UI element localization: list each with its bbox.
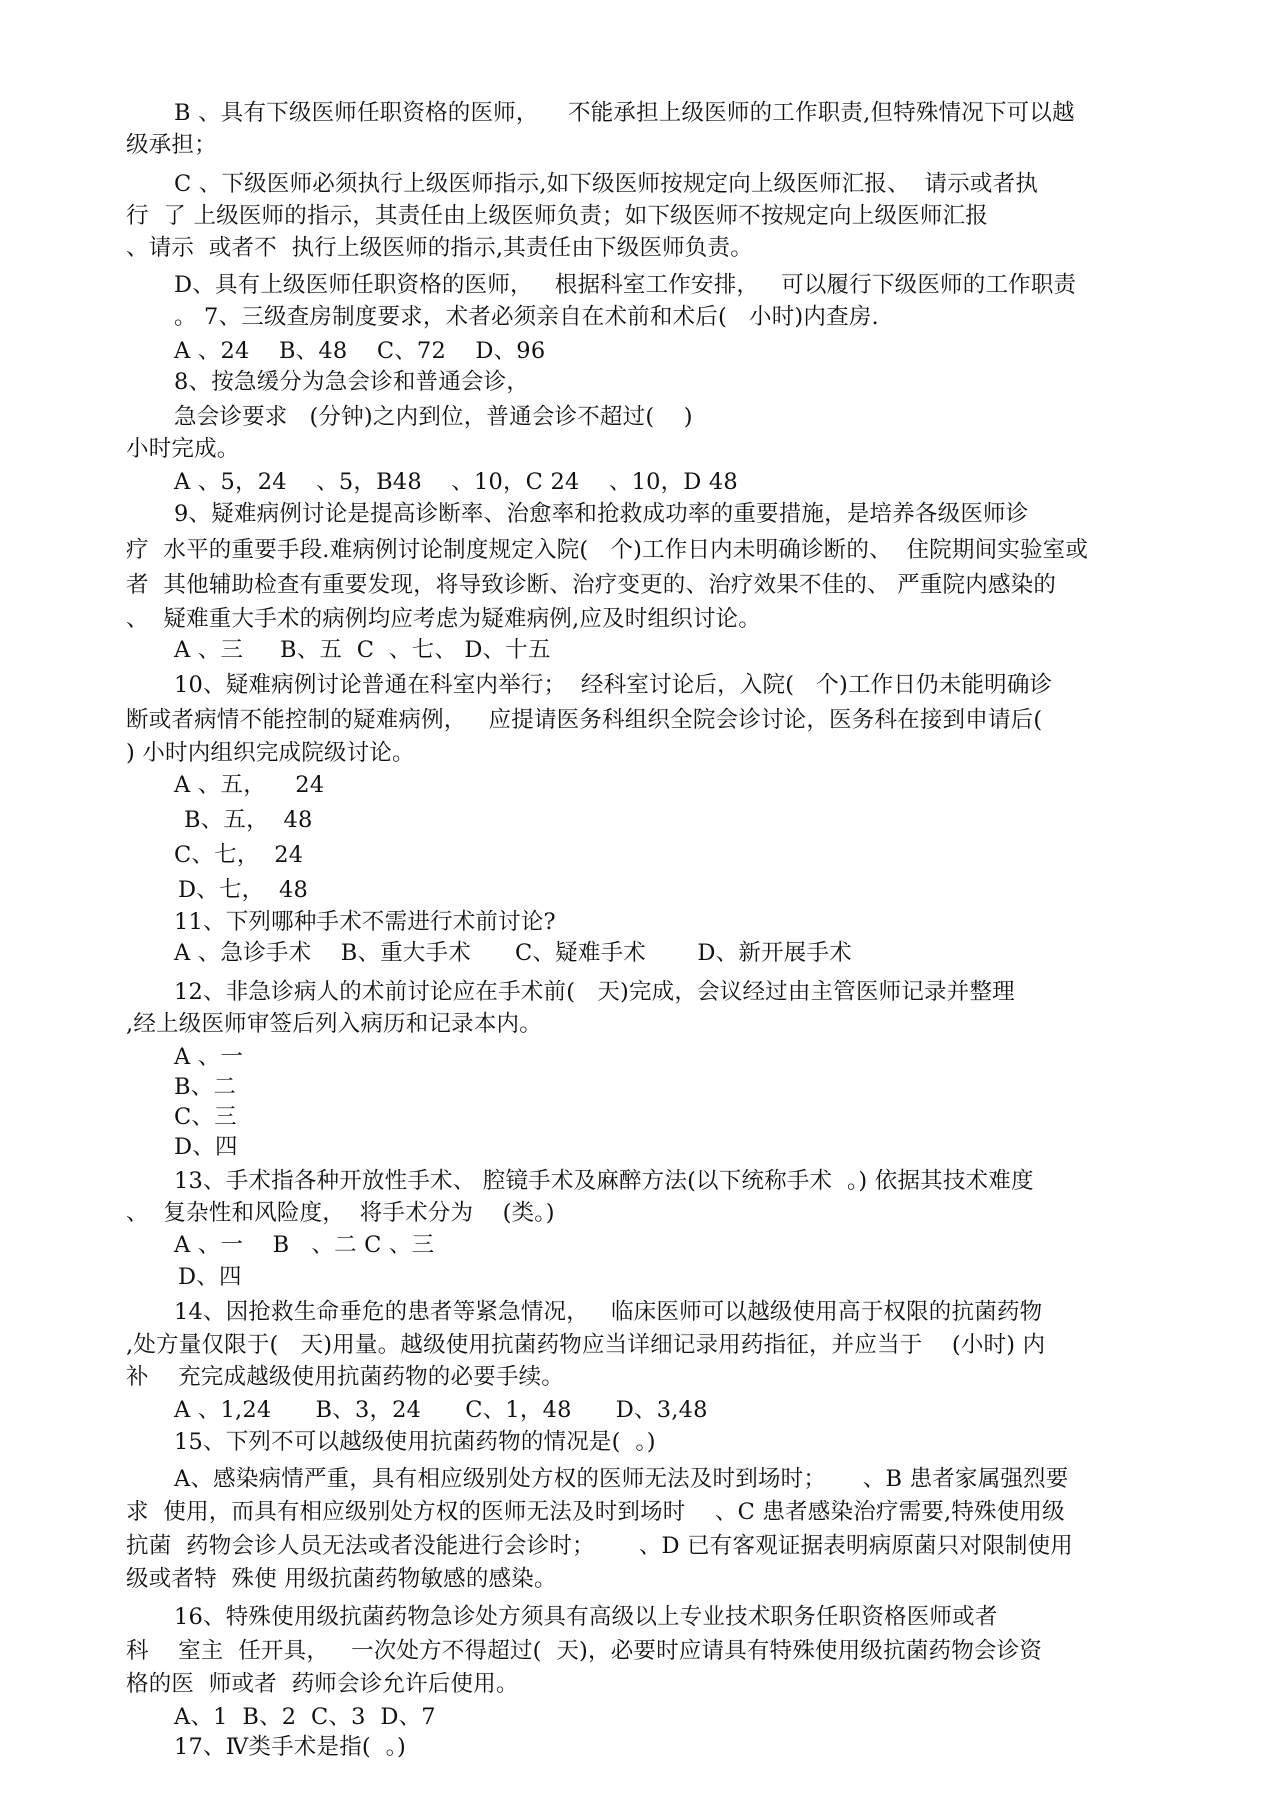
text-line: ,处方量仅限于( 天)用量。越级使用抗菌药物应当详细记录用药指征，并应当于 (小时) 内 xyxy=(126,1332,1046,1358)
text-line: B、五， 48 xyxy=(184,807,313,833)
text-line: 17、Ⅳ类手术是指( 。) xyxy=(174,1734,407,1760)
text-line: C 、下级医师必须执行上级医师指示,如下级医师按规定向上级医师汇报、 请示或者执 xyxy=(174,171,1039,197)
text-line: 小时完成。 xyxy=(126,436,240,462)
text-line: D、七， 48 xyxy=(178,877,309,903)
text-line: D、具有上级医师任职资格的医师， 根据科室工作安排， 可以履行下级医师的工作职责 xyxy=(174,272,1077,298)
text-line: A 、5，24 、5，B48 、10，C 24 、10，D 48 xyxy=(174,469,738,495)
text-line: 行 了 上级医师的指示，其责任由上级医师负责；如下级医师不按规定向上级医师汇报 xyxy=(126,203,988,229)
text-line: 16、特殊使用级抗菌药物急诊处方须具有高级以上专业技术职务任职资格医师或者 xyxy=(174,1604,998,1630)
text-line: 补 充完成越级使用抗菌药物的必要手续。 xyxy=(126,1364,565,1390)
text-line: 者 其他辅助检查有重要发现，将导致诊断、治疗变更的、治疗效果不佳的、 严重院内感染的 xyxy=(126,572,1057,598)
text-line: A 、一 xyxy=(174,1044,244,1070)
text-line: A 、24 B、48 C、72 D、96 xyxy=(174,338,546,364)
text-line: 级承担； xyxy=(126,132,217,158)
text-line: 12、非急诊病人的术前讨论应在手术前( 天)完成，会议经过由主管医师记录并整理 xyxy=(174,979,1015,1005)
text-line: 8、按急缓分为急会诊和普通会诊， xyxy=(174,369,530,395)
text-line: A 、一 B 、二 C 、三 xyxy=(174,1232,435,1258)
text-line: A、感染病情严重，具有相应级别处方权的医师无法及时到场时； 、B 患者家属强烈要 xyxy=(174,1466,1069,1492)
text-line: 13、手术指各种开放性手术、 腔镜手术及麻醉方法(以下统称手术 。) 依据其技术难度 xyxy=(174,1168,1034,1194)
text-line: 抗菌 药物会诊人员无法或者没能进行会诊时； 、D 已有客观证据表明病原菌只对限制使用 xyxy=(126,1533,1074,1559)
text-line: 11、下列哪种手术不需进行术前讨论? xyxy=(174,909,556,935)
text-line: B 、具有下级医师任职资格的医师， 不能承担上级医师的工作职责,但特殊情况下可以越 xyxy=(174,100,1075,126)
text-line: 急会诊要求 (分钟)之内到位，普通会诊不超过( ) xyxy=(174,404,693,430)
text-line: ) 小时内组织完成院级讨论。 xyxy=(126,740,415,766)
text-line: A 、1,24 B、3，24 C、1，48 D、3,48 xyxy=(174,1397,708,1423)
text-line: 。 7、三级查房制度要求，术者必须亲自在术前和术后( 小时)内查房. xyxy=(174,304,879,330)
text-line: D、四 xyxy=(178,1264,242,1290)
text-line: 15、下列不可以越级使用抗菌药物的情况是( 。) xyxy=(174,1429,656,1455)
text-line: C、三 xyxy=(174,1104,237,1130)
text-line: 9、疑难病例讨论是提高诊断率、治愈率和抢救成功率的重要措施，是培养各级医师诊 xyxy=(174,501,1029,527)
text-line: 级或者特 殊使 用级抗菌药物敏感的感染。 xyxy=(126,1566,557,1592)
text-line: A 、急诊手术 B、重大手术 C、疑难手术 D、新开展手术 xyxy=(174,940,852,966)
text-line: 格的医 师或者 药师会诊允许后使用。 xyxy=(126,1671,519,1697)
text-line: 断或者病情不能控制的疑难病例， 应提请医务科组织全院会诊讨论，医务科在接到申请后( xyxy=(126,707,1043,733)
text-line: 10、疑难病例讨论普通在科室内举行； 经科室讨论后，入院( 个)工作日仍未能明确诊 xyxy=(174,672,1053,698)
text-line: A 、三 B、五 C 、七、 D、十五 xyxy=(174,637,551,663)
text-line: 、 复杂性和风险度， 将手术分为 (类。) xyxy=(126,1200,555,1226)
text-line: B、二 xyxy=(174,1074,237,1100)
text-line: C、七， 24 xyxy=(174,842,304,868)
text-line: 疗 水平的重要手段.难病例讨论制度规定入院( 个)工作日内未明确诊断的、 住院期间实验室或 xyxy=(126,537,1089,563)
text-line: 14、因抢救生命垂危的患者等紧急情况， 临床医师可以越级使用高于权限的抗菌药物 xyxy=(174,1299,1043,1325)
text-line: 求 使用，而具有相应级别处方权的医师无法及时到场时 、C 患者感染治疗需要,特殊使用级 xyxy=(126,1499,1065,1525)
text-line: ,经上级医师审签后列入病历和记录本内。 xyxy=(126,1011,542,1037)
text-line: D、四 xyxy=(174,1134,238,1160)
text-line: 、请示 或者不 执行上级医师的指示,其责任由下级医师负责。 xyxy=(126,235,753,261)
text-line: A 、五， 24 xyxy=(174,772,325,798)
text-line: 、 疑难重大手术的病例均应考虑为疑难病例,应及时组织讨论。 xyxy=(126,606,761,632)
text-line: A、1 B、2 C、3 D、7 xyxy=(174,1704,436,1730)
text-line: 科 室主 任开具， 一次处方不得超过( 天)，必要时应请具有特殊使用级抗菌药物会诊资 xyxy=(126,1638,1043,1664)
